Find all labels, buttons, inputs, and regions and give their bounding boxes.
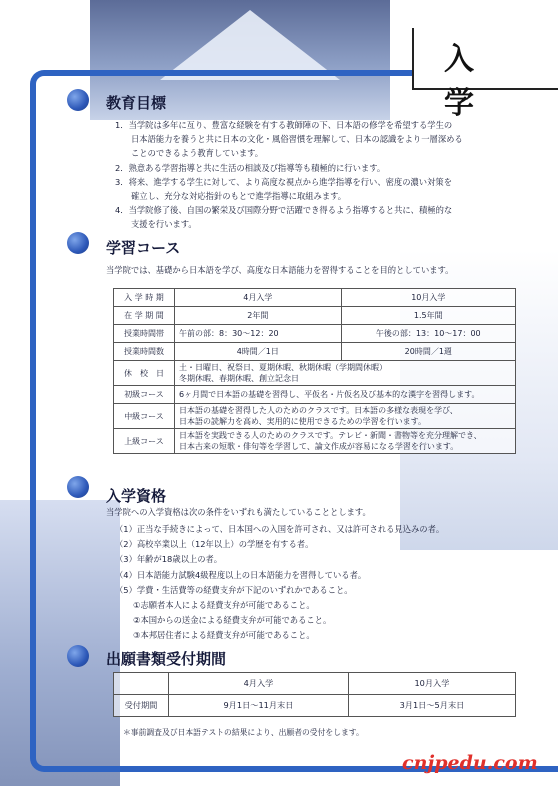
row-label: 上級コース xyxy=(114,429,175,454)
qualification-subitem: ②本国からの送金による経費支弁が可能であること。 xyxy=(133,615,332,626)
qualification-item: （2）高校卒業以上（12年以上）の学歴を有する者。 xyxy=(115,539,314,550)
section-bullet-icon xyxy=(67,645,89,667)
page-title: 入 学 xyxy=(444,42,496,121)
goal-item: 1．当学院は多年に亙り、豊富な経験を有する教師陣の下、日本語の修学を希望する学生の xyxy=(115,120,453,130)
qualification-item: （1）正当な手続きによって、日本国への入国を許可され、又は許可される見込みの者。 xyxy=(115,524,445,534)
cell: 4月入学 xyxy=(175,289,342,307)
cell: 9月1日～11月末日 xyxy=(169,695,349,717)
course-intro: 当学院では、基礎から日本語を学び、高度な日本語能力を習得することを目的としています。 xyxy=(106,265,454,275)
application-note: ＊事前調査及び日本語テストの結果により、出願者の受付をします。 xyxy=(123,728,364,737)
application-table xyxy=(113,672,516,717)
goal-item: 4．当学院修了後、自国の繁栄及び国際分野で活躍でき得るよう指導すると共に、積極的な xyxy=(115,205,453,216)
table-row xyxy=(114,361,516,386)
qualification-item: （3）年齢が18歳以上の者。 xyxy=(115,554,223,565)
goal-item-cont: 支援を行います。 xyxy=(131,219,197,230)
cell: 20時間／1週 xyxy=(341,343,515,361)
cell-line: 日本語の読解力を高め、実用的に使用できるための学習を行います。 xyxy=(179,417,427,426)
cell xyxy=(175,404,516,429)
section-title-goals: 教育目標 xyxy=(106,94,167,112)
row-label: 受付期間 xyxy=(114,695,169,717)
row-label: 初級コース xyxy=(114,386,175,404)
table-row xyxy=(114,695,516,717)
goal-item-cont: ことのできるよう教育しています。 xyxy=(131,148,264,159)
table-row xyxy=(114,289,516,307)
table-row xyxy=(114,673,516,695)
header-cell: 4月入学 xyxy=(169,673,349,695)
cell-line: 冬期休暇、春期休暇、創立記念日 xyxy=(179,374,299,383)
row-label: 休 校 日 xyxy=(114,361,175,386)
qualification-intro: 当学院への入学資格は次の条件をいずれも満たしていることとします。 xyxy=(106,507,371,517)
course-table xyxy=(113,288,516,454)
table-row xyxy=(114,325,516,343)
row-label: 入 学 時 期 xyxy=(114,289,175,307)
cell: 3月1日～5月末日 xyxy=(348,695,515,717)
header-cell: 10月入学 xyxy=(348,673,515,695)
cell-line: 日本語の基礎を習得した人のためのクラスです。日本語の多様な表現を学び、 xyxy=(179,406,458,415)
row-label: 在 学 期 間 xyxy=(114,307,175,325)
cell: 10月入学 xyxy=(341,289,515,307)
goal-item-cont: 日本語能力を養うと共に日本の文化・風俗習慣を理解して、日本の認識をより一層深める xyxy=(131,134,463,145)
row-label: 授業時間数 xyxy=(114,343,175,361)
header-cell-empty xyxy=(114,673,169,695)
row-label: 授業時間帯 xyxy=(114,325,175,343)
section-title-course: 学習コース xyxy=(106,239,181,257)
qualification-subitem: ①志願者本人による経費支弁が可能であること。 xyxy=(133,600,315,611)
goal-item: 3．将来、進学する学生に対して、より高度な視点から進学指導を行い、密度の濃い対策を xyxy=(115,176,452,187)
cell-line: 日本語を実践できる人のためのクラスです。テレビ・新聞・書物等を充分理解でき、 xyxy=(179,431,482,440)
cell: 2年間 xyxy=(175,307,342,325)
table-row xyxy=(114,404,516,429)
cell xyxy=(175,429,516,454)
table-row xyxy=(114,386,516,404)
cell: 6ヶ月間で日本語の基礎を習得し、平仮名・片仮名及び基本的な漢字を習得します。 xyxy=(175,386,516,404)
cell-line: 日本古来の短歌・俳句等を学習して、論文作成が容易になる学習を行います。 xyxy=(179,442,459,451)
goals-list xyxy=(115,118,463,232)
table-row xyxy=(114,307,516,325)
cell: 1.5年間 xyxy=(341,307,515,325)
row-label: 中級コース xyxy=(114,404,175,429)
cell xyxy=(175,361,516,386)
section-bullet-icon xyxy=(67,476,89,498)
goal-item: 2．熟意ある学習指導と共に生活の相談及び指導等も積極的に行います。 xyxy=(115,162,386,173)
section-title-qualification: 入学資格 xyxy=(106,487,167,505)
cell: 午前の部：8：30～12：20 xyxy=(175,325,342,343)
table-row xyxy=(114,429,516,454)
table-row xyxy=(114,343,516,361)
section-bullet-icon xyxy=(67,232,89,254)
goal-item-cont: 確立し、充分な対応指針のもとで進学指導に取組みます。 xyxy=(131,191,347,202)
cell: 4時間／1日 xyxy=(175,343,342,361)
cell-line: 土・日曜日、祝祭日、夏期休暇、秋期休暇（学期間休暇） xyxy=(179,363,387,372)
qualification-list xyxy=(115,522,444,644)
watermark: cnjpedu.com xyxy=(402,752,538,774)
section-bullet-icon xyxy=(67,89,89,111)
section-title-application: 出願書類受付期間 xyxy=(106,650,227,668)
qualification-subitem: ③本邦居住者による経費支弁が可能であること。 xyxy=(133,630,315,641)
qualification-item: （5）学費・生活費等の経費支弁が下記のいずれかであること。 xyxy=(115,584,353,595)
cell: 午後の部：13：10～17：00 xyxy=(341,325,515,343)
qualification-item: （4）日本語能力試験4級程度以上の日本語能力を習得している者。 xyxy=(115,569,367,580)
